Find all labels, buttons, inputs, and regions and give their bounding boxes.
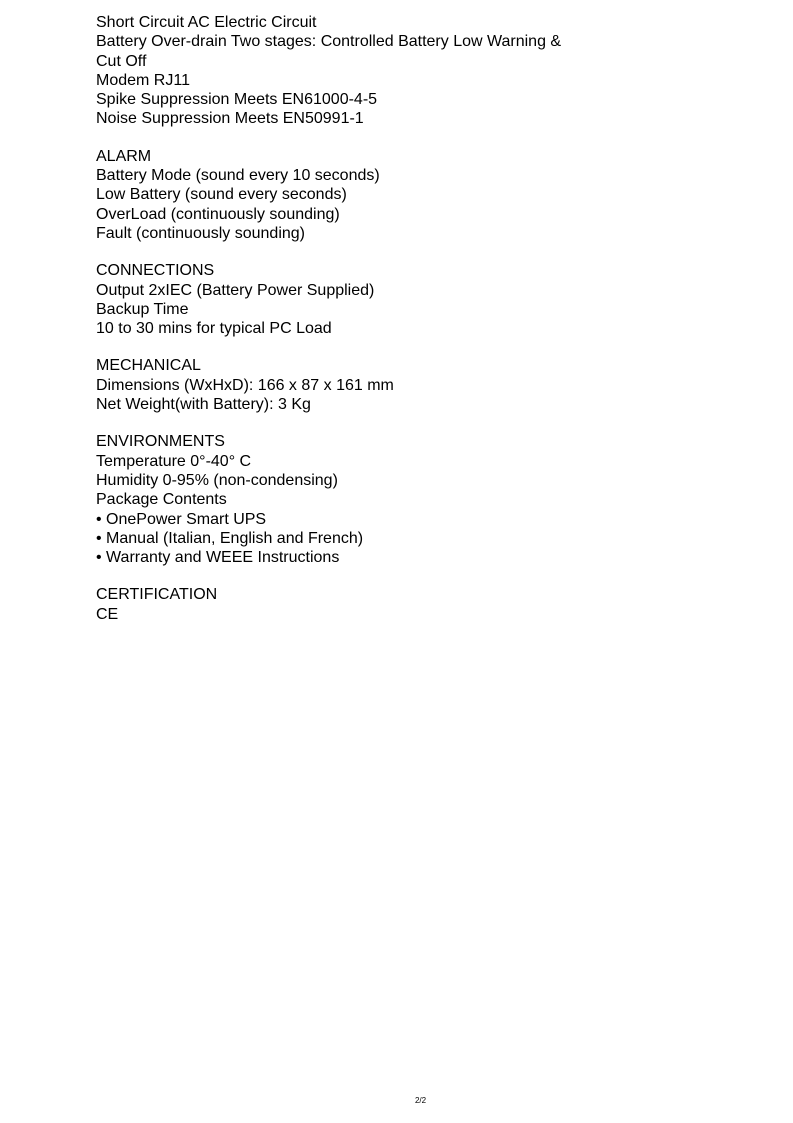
spec-line: Spike Suppression Meets EN61000-4-5 (96, 91, 378, 109)
section-heading: CONNECTIONS (96, 262, 215, 280)
spec-line: Dimensions (WxHxD): 166 x 87 x 161 mm (96, 376, 394, 394)
spec-line: 10 to 30 mins for typical PC Load (96, 320, 332, 338)
top-section (96, 13, 696, 129)
spec-line: Fault (continuously sounding) (96, 224, 306, 242)
environments-section (96, 432, 696, 567)
document-body (96, 13, 696, 624)
spec-line: Temperature 0°-40° C (96, 452, 252, 470)
spec-line: Battery Over-drain Two stages: Controlled Battery Low Warning & Cut Off (96, 33, 562, 70)
alarm-section (96, 147, 696, 243)
spec-line: Short Circuit AC Electric Circuit (96, 14, 317, 31)
spec-line: Package Contents (96, 491, 227, 509)
spec-line: Output 2xIEC (Battery Power Supplied) (96, 281, 375, 299)
page-number: 2/2 (414, 1096, 427, 1105)
spec-line: Net Weight(with Battery): 3 Kg (96, 396, 311, 414)
spec-line: Low Battery (sound every seconds) (96, 186, 347, 204)
package-item: • Manual (Italian, English and French) (96, 529, 364, 547)
section-heading: ENVIRONMENTS (96, 433, 225, 451)
spec-line: Humidity 0-95% (non-condensing) (96, 471, 338, 489)
certification-section (96, 585, 696, 624)
spec-line: Backup Time (96, 300, 189, 318)
connections-section (96, 261, 696, 338)
package-item: • Warranty and WEEE Instructions (96, 549, 340, 567)
section-heading: ALARM (96, 147, 152, 165)
spec-line: Noise Suppression Meets EN50991-1 (96, 110, 364, 128)
spec-line: Battery Mode (sound every 10 seconds) (96, 167, 380, 185)
spec-line: CE (96, 605, 119, 623)
spec-line: Modem RJ11 (96, 71, 190, 89)
section-heading: CERTIFICATION (96, 586, 218, 604)
section-heading: MECHANICAL (96, 357, 201, 375)
spec-line: OverLoad (continuously sounding) (96, 205, 340, 223)
package-item: • OnePower Smart UPS (96, 510, 267, 528)
mechanical-section (96, 356, 696, 414)
